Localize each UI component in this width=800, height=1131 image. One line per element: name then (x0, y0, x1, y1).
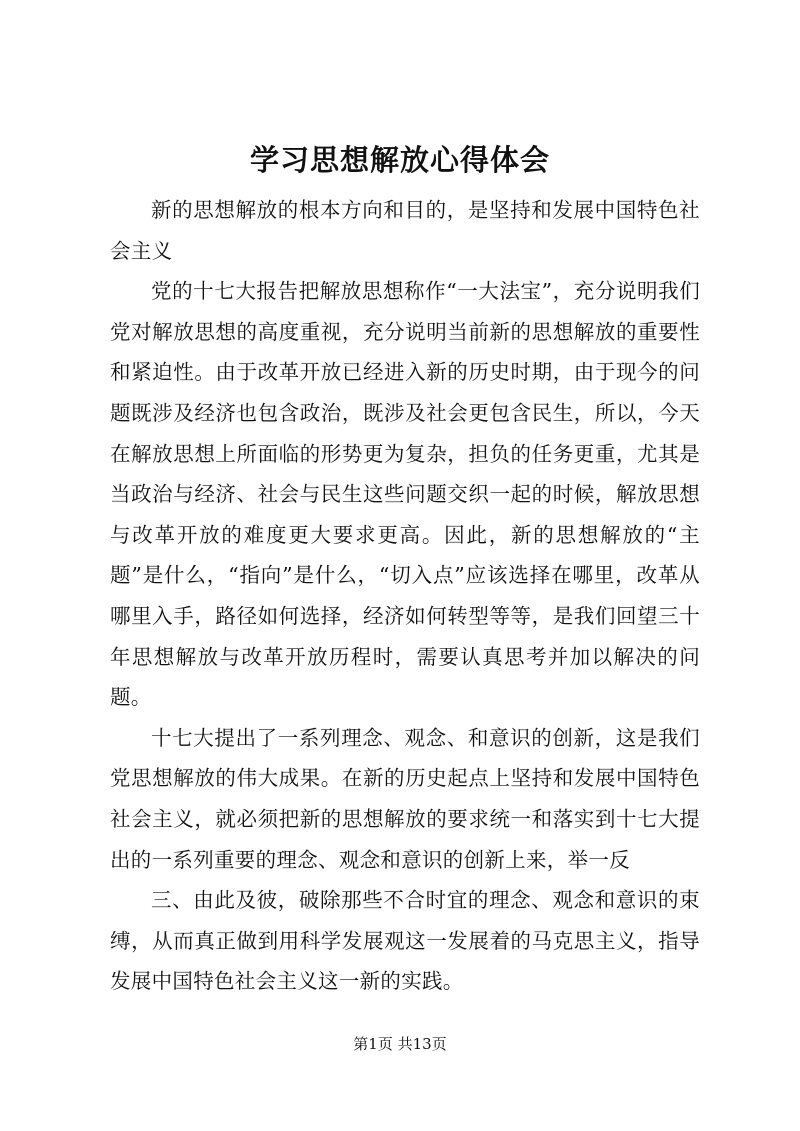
document-body (110, 190, 700, 1002)
paragraph: 党的十七大报告把解放思想称作“一大法宝”，充分说明我们党对解放思想的高度重视，充分说明当前新的思想解放的重要性和紧迫性。由于改革开放已经进入新的历史时期，由于现今的问题既涉及经济也包含政治，既涉及社会更包含民生，所以，今天在解放思想上所面临的形势更为复杂，担负的任务更重，尤其是当政治与经济、社会与民生这些问题交织一起的时候，解放思想与改革开放的难度更大要求更高。因此，新的思想解放的“主题”是什么，“指向”是什么，“切入点”应该选择在哪里，改革从哪里入手，路径如何选择，经济如何转型等等，是我们回望三十年思想解放与改革开放历程时，需要认真思考并加以解决的问题。 (110, 279, 700, 710)
document-title: 学习思想解放心得体会 (249, 143, 550, 177)
page-number-footer: 第1页 共13页 (353, 1035, 447, 1053)
paragraph: 三、由此及彼，破除那些不合时宜的理念、观念和意识的束缚，从而真正做到用科学发展观这一发展着的马克思主义，指导发展中国特色社会主义这一新的实践。 (110, 888, 700, 994)
paragraph: 新的思想解放的根本方向和目的，是坚持和发展中国特色社会主义 (110, 198, 700, 263)
paragraph: 十七大提出了一系列理念、观念、和意识的创新，这是我们党思想解放的伟大成果。在新的历史起点上坚持和发展中国特色社会主义，就必须把新的思想解放的要求统一和落实到十七大提出的一系列重要的理念、观念和意识的创新上来，举一反 (110, 725, 700, 872)
